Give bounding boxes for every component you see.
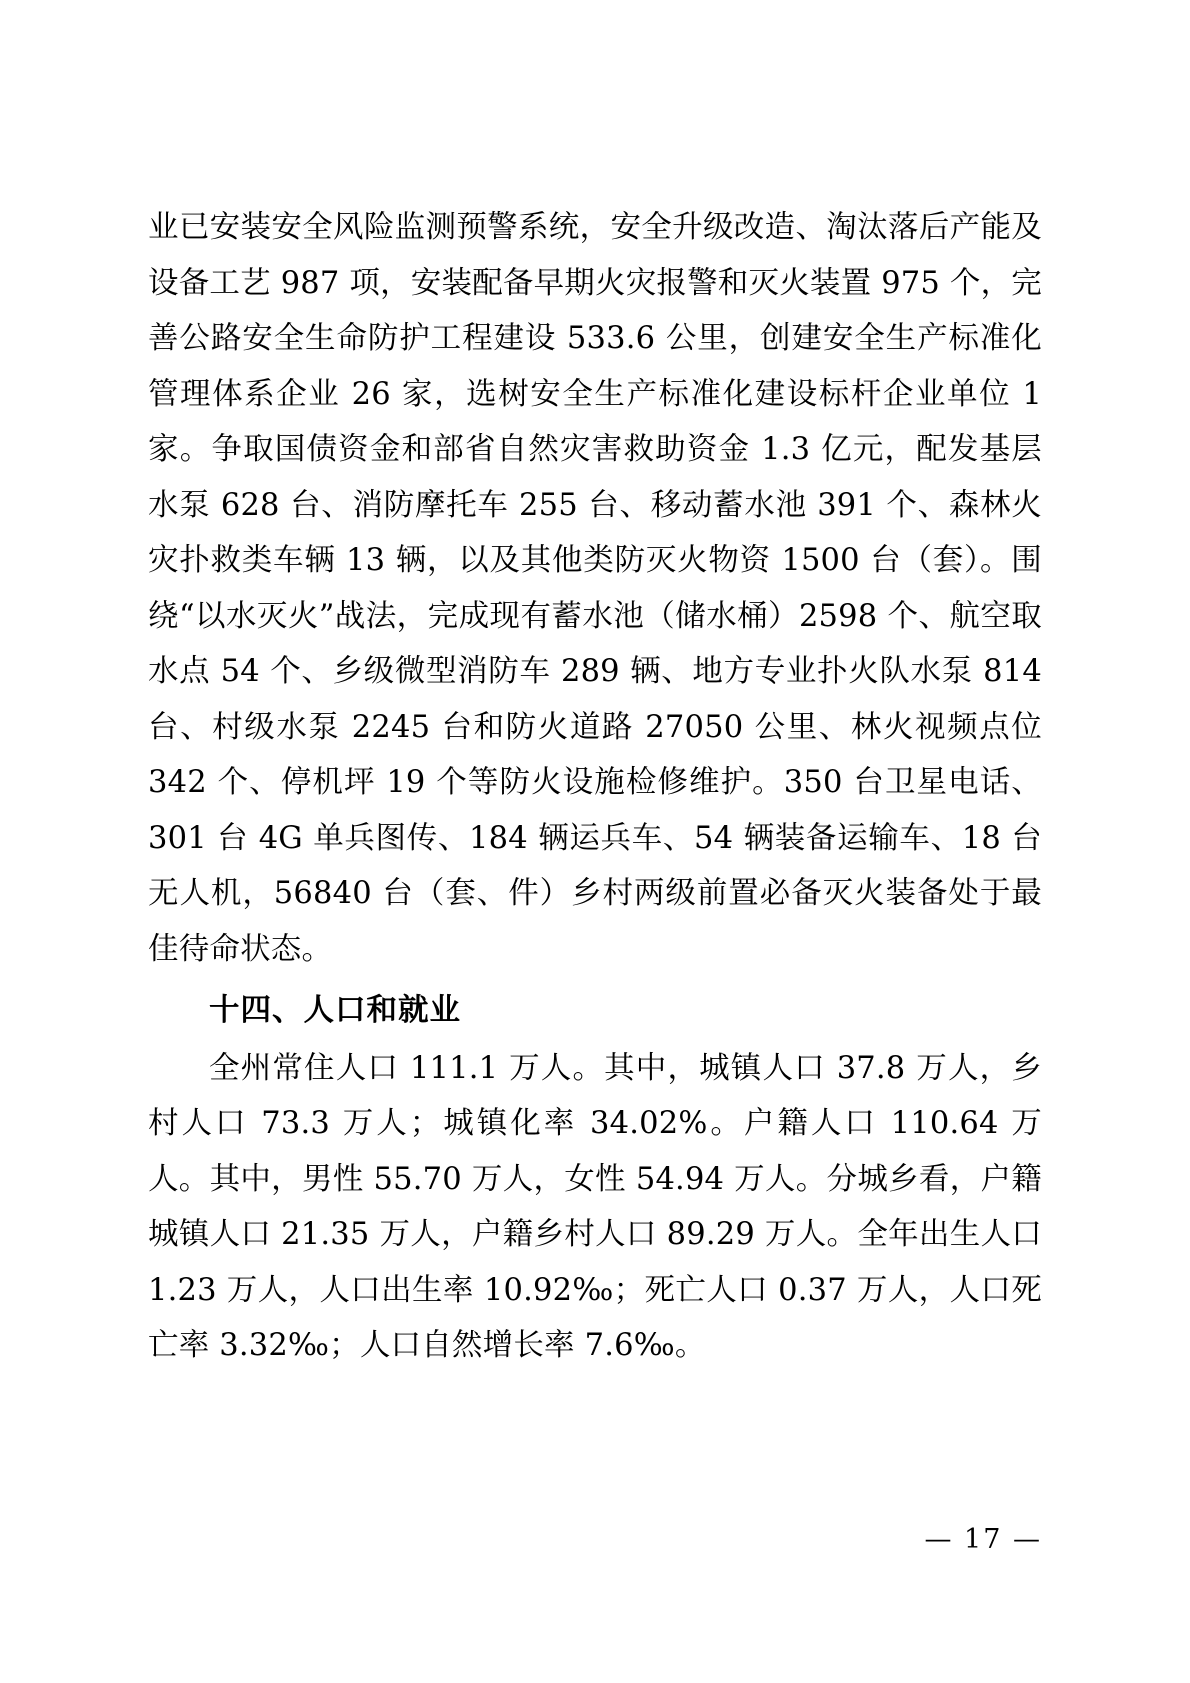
paragraph-population: 全州常住人口 111.1 万人。其中，城镇人口 37.8 万人，乡村人口 73.3 万人；城镇化率 34.02%。户籍人口 110.64 万人。其中，男性 55.70 万人，女性 54.94 万人。分城乡看，户籍城镇人口 21.35 万人，户籍乡村人口 89.29 万人。全年出生人口 1.23 万人，人口出生率 10.92‰；死亡人口 0.37 万人，人口死亡率 3.32‰；人口自然增长率 7.6‰。: [148, 1050, 1042, 1363]
paragraph-safety: 业已安装安全风险监测预警系统，安全升级改造、淘汰落后产能及设备工艺 987 项，安装配备早期火灾报警和灭火装置 975 个，完善公路安全生命防护工程建设 533.6 公里，创建安全生产标准化管理体系企业 26 家，选树安全生产标准化建设标杆企业单位 1 家。争取国债资金和部省自然灾害救助资金 1.3 亿元，配发基层水泵 628 台、消防摩托车 255 台、移动蓄水池 391 个、森林火灾扑救类车辆 13 辆，以及其他类防灭火物资 1500 台（套）。围绕“以水灭火”战法，完成现有蓄水池（储水桶）2598 个、航空取水点 54 个、乡级微型消防车 289 辆、地方专业扑火队水泵 814 台、村级水泵 2245 台和防火道路 27050 公里、林火视频点位 342 个、停机坪 19 个等防火设施检修维护。350 台卫星电话、301 台 4G 单兵图传、184 辆运兵车、54 辆装备运输车、18 台无人机，56840 台（套、件）乡村两级前置必备灭火装备处于最佳待命状态。: [148, 210, 1043, 967]
page-number: — 17 —: [924, 1524, 1042, 1555]
section-heading-population-employment: 十四、人口和就业: [209, 993, 461, 1028]
